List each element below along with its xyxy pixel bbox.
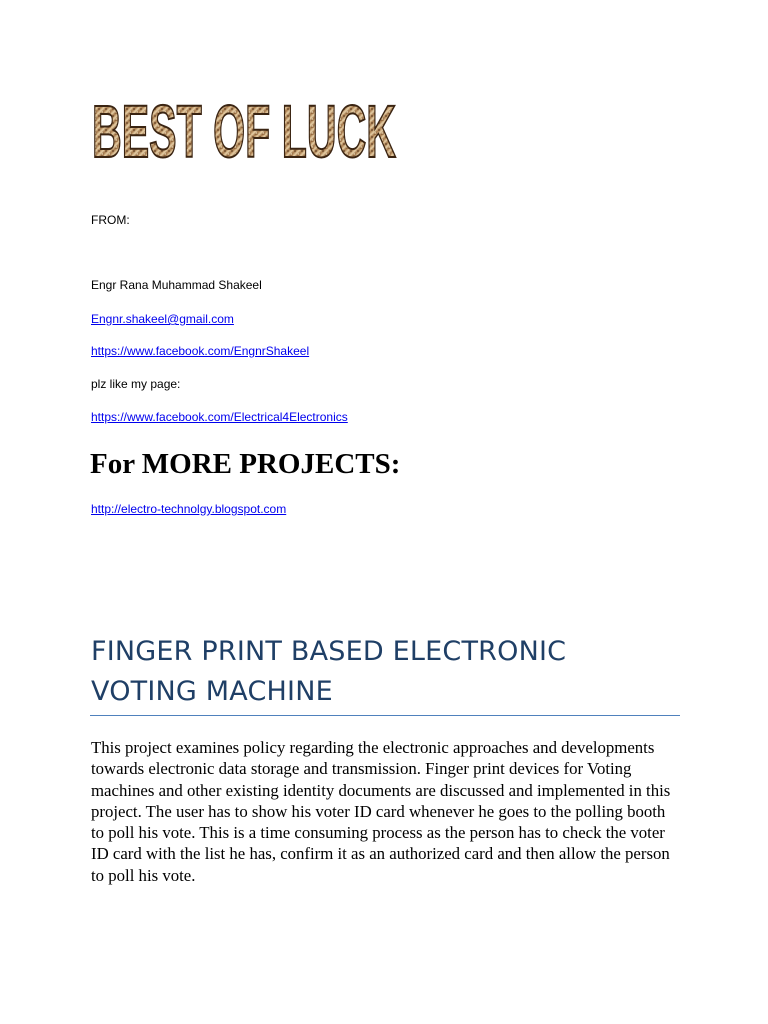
author-name: Engr Rana Muhammad Shakeel [91,278,262,292]
document-title-line-2: VOTING MACHINE [91,676,333,707]
facebook-page-link[interactable]: https://www.facebook.com/Electrical4Electronics [91,410,348,424]
from-label: FROM: [91,213,130,227]
blog-link[interactable]: http://electro-technolgy.blogspot.com [91,502,287,516]
facebook-profile-link[interactable]: https://www.facebook.com/EngnrShakeel [91,344,310,358]
best-of-luck-wordart [90,86,400,173]
document-title-line-1: FINGER PRINT BASED ELECTRONIC [91,636,567,667]
title-underline-rule [90,715,680,716]
body-paragraph: This project examines policy regarding the electronic approaches and developments towards electronic data storage and transmission. Finger print devices for Voting machines and other existing identity documents are discussed and implemented in this project. The user has to show his voter ID card whenever he goes to the polling booth to poll his vote. This is a time consuming process as the person has to check the voter ID card with the list he has, confirm it as an authorized card and then allow the person to poll his vote. [91,738,671,885]
email-link[interactable]: Engnr.shakeel@gmail.com [91,312,234,326]
more-projects-heading: For MORE PROJECTS: [90,448,401,480]
document-title [91,632,691,712]
like-page-text: plz like my page: [91,377,181,391]
wordart-text: BEST OF LUCK [92,90,396,173]
